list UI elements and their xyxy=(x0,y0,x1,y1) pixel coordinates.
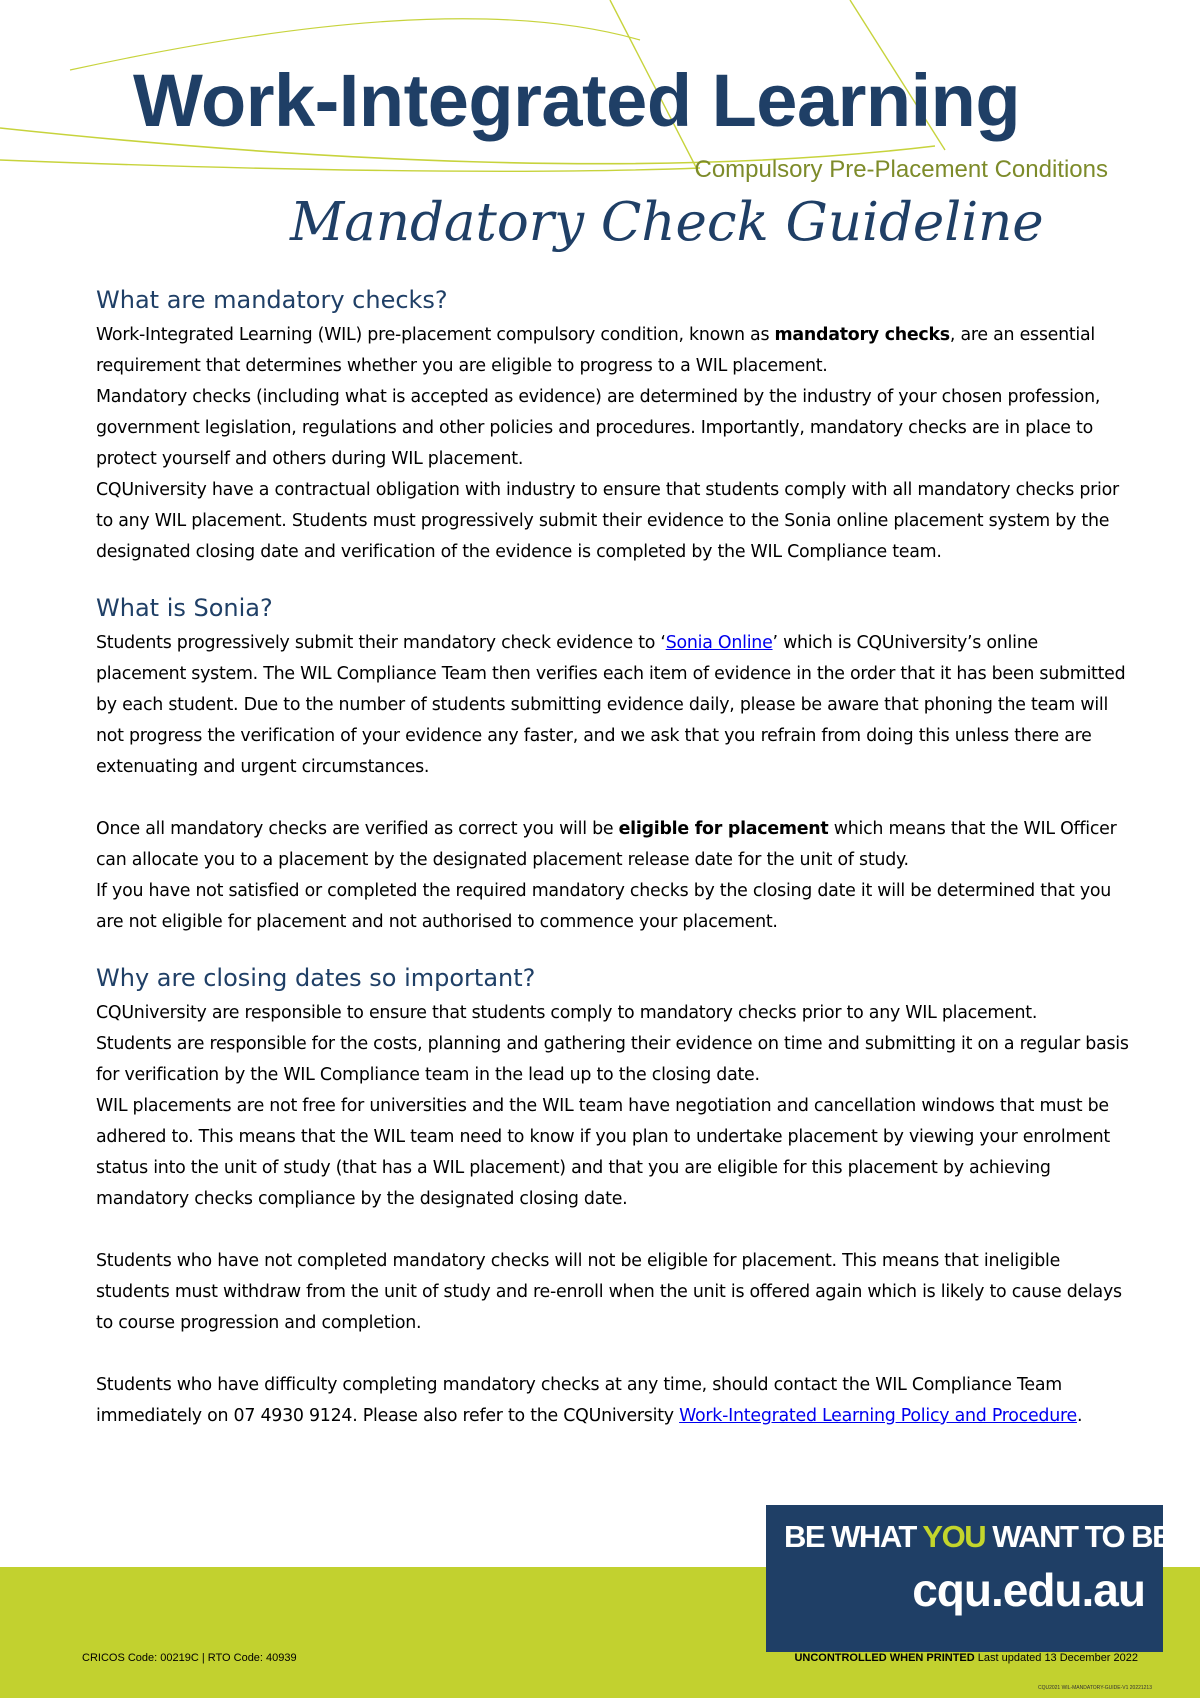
paragraph: CQUniversity have a contractual obligation with industry to ensure that students comply with all mandatory checks prior to any WIL placement. Students must progressively submit their evidence to the Sonia online placement system by the designated closing date and verification of the evidence is completed by the WIL Compliance team. xyxy=(96,480,1119,562)
paragraph: Students who have not completed mandatory checks will not be eligible for placement. This means that ineligible students must withdraw from the unit of study and re-enroll when the unit is offered again which is likely to cause delays to course progression and completion. xyxy=(96,1251,1122,1333)
paragraph: Students are responsible for the costs, planning and gathering their evidence on time and submitting it on a regular basis for verification by the WIL Compliance team in the lead up to the closing date. xyxy=(96,1034,1129,1085)
logo-url: cqu.edu.au xyxy=(912,1564,1145,1616)
last-updated: Last updated 13 December 2022 xyxy=(974,1652,1138,1664)
section-mandatory-checks xyxy=(96,286,1130,568)
paragraph xyxy=(96,628,1130,783)
paragraph: CQUniversity are responsible to ensure that students comply to mandatory checks prior to any WIL placement. xyxy=(96,1003,1038,1023)
footer-doc-code: CQU2021 WIL-MANDATORY-GUIDE-V1 20221213 xyxy=(1037,1685,1152,1691)
text-run: , are an essential requirement that determines whether you are eligible to progress to a WIL placement. xyxy=(96,325,1096,376)
footer-status xyxy=(794,1652,1138,1664)
section-what-is-sonia xyxy=(96,594,1130,938)
text-run: . xyxy=(1076,1406,1083,1426)
text-run: Work-Integrated Learning (WIL) pre-placement compulsory condition, known as xyxy=(96,325,775,345)
bold-text: eligible for placement xyxy=(618,819,829,839)
paragraph: If you have not satisfied or completed the required mandatory checks by the closing date it will be determined that you are not eligible for placement and not authorised to commence your placement. xyxy=(96,881,1112,932)
section-heading: What is Sonia? xyxy=(96,594,273,622)
paragraph xyxy=(96,1370,1130,1432)
document-body xyxy=(96,286,1130,1432)
header-title: Work-Integrated Learning xyxy=(133,59,1021,142)
text-run: Students progressively submit their mandatory check evidence to ‘ xyxy=(96,633,666,653)
text-run: ’ which is CQUniversity’s online placement system. The WIL Compliance Team then verifies each item of evidence in the order that it has been submitted by each student. Due to the number of students submitting evidence daily, please be aware that phoning the team will not progress the verification of your evidence any faster, and we ask that you refrain from doing this unless there are extenuating and urgent circumstances. xyxy=(96,633,1126,777)
document-title: Mandatory Check Guideline xyxy=(290,192,1044,253)
section-heading: Why are closing dates so important? xyxy=(96,964,536,992)
tagline-text: BE WHAT xyxy=(784,1519,923,1554)
uncontrolled-label: UNCONTROLLED WHEN PRINTED xyxy=(794,1652,975,1664)
section-heading: What are mandatory checks? xyxy=(96,286,448,314)
text-run: which means that the WIL Officer can allocate you to a placement by the designated placement release date for the unit of study. xyxy=(96,819,1117,870)
paragraph xyxy=(96,320,1130,382)
cqu-logo xyxy=(766,1505,1172,1652)
paragraph: WIL placements are not free for universities and the WIL team have negotiation and cancellation windows that must be adhered to. This means that the WIL team need to know if you plan to undertake placement by viewing your enrolment status into the unit of study (that has a WIL placement) and that you are eligible for this placement by achieving mandatory checks compliance by the designated closing date. xyxy=(96,1096,1110,1209)
section-closing-dates xyxy=(96,964,1130,1432)
tagline-text: WANT TO BE xyxy=(985,1519,1172,1554)
header-subtitle: Compulsory Pre-Placement Conditions xyxy=(694,156,1108,183)
paragraph xyxy=(96,814,1130,876)
paragraph: Mandatory checks (including what is accepted as evidence) are determined by the industry of your chosen profession, government legislation, regulations and other policies and procedures. Importantly, mandatory checks are in place to protect yourself and others during WIL placement. xyxy=(96,387,1101,469)
tagline-highlight: YOU xyxy=(922,1519,986,1554)
logo-tagline xyxy=(784,1519,1171,1555)
bold-text: mandatory checks xyxy=(774,325,950,345)
wil-policy-link[interactable]: Work-Integrated Learning Policy and Procedure xyxy=(679,1406,1077,1426)
footer-cricos: CRICOS Code: 00219C | RTO Code: 40939 xyxy=(82,1652,297,1664)
text-run: Students who have difficulty completing mandatory checks at any time, should contact the WIL Compliance Team immediately on 07 4930 9124. Please also refer to the CQUniversity xyxy=(96,1375,1062,1426)
sonia-online-link[interactable]: Sonia Online xyxy=(665,633,773,653)
text-run: Once all mandatory checks are verified as correct you will be xyxy=(96,819,619,839)
